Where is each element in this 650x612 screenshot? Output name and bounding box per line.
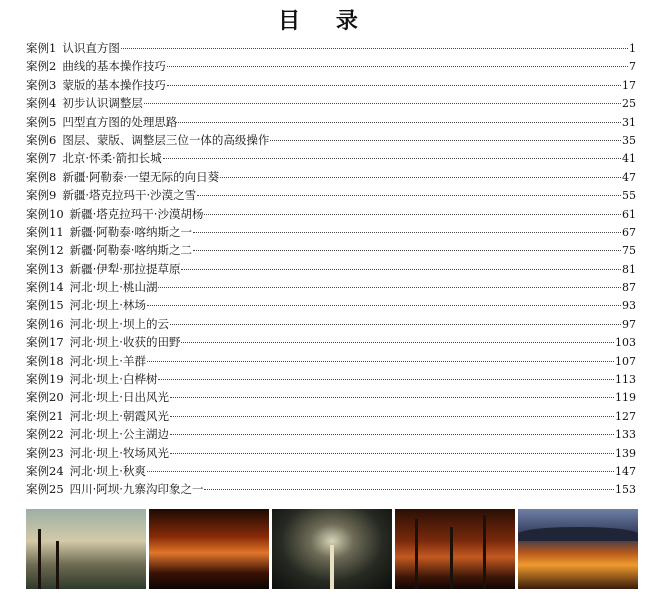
toc-case-number: 案例5 [26, 114, 57, 129]
dot-leader [158, 379, 614, 380]
photo-lake-sunset [518, 509, 638, 589]
toc-page-number: 47 [622, 170, 636, 184]
toc-entry-title: 蒙版的基本操作技巧 [62, 77, 166, 92]
toc-case-number: 案例25 [26, 482, 64, 497]
dot-leader [193, 250, 621, 251]
dot-leader [147, 471, 614, 472]
toc-entry-title: 曲线的基本操作技巧 [62, 59, 166, 74]
toc-case-number: 案例14 [26, 280, 64, 295]
toc-case-number: 案例2 [26, 59, 57, 74]
toc-page-number: 139 [615, 446, 636, 460]
toc-entry[interactable] [26, 353, 636, 371]
toc-entry-title: 新疆·伊犁·那拉提草原 [69, 261, 181, 276]
toc-entry-title: 凹型直方图的处理思路 [62, 114, 178, 129]
toc-case-number: 案例1 [26, 41, 57, 55]
toc-entry-title: 河北·坝上·朝霞风光 [69, 408, 169, 423]
toc-page-number: 93 [622, 299, 636, 313]
photo-lake-blossoms [26, 509, 146, 589]
toc-entry-title: 初步认识调整层 [62, 96, 143, 111]
dot-leader [158, 287, 621, 288]
toc-case-number: 案例17 [26, 335, 64, 350]
dot-leader [121, 48, 628, 49]
toc-page-number: 75 [622, 244, 636, 258]
toc-page-number: 133 [615, 428, 636, 442]
toc-entry[interactable] [26, 371, 636, 389]
toc-entry-title: 新疆·塔克拉玛干·沙漠之雪 [62, 188, 197, 203]
toc-case-number: 案例10 [26, 206, 64, 221]
toc-case-number: 案例12 [26, 243, 64, 258]
toc-page-number: 87 [622, 281, 636, 295]
toc-page-number: 103 [615, 336, 636, 350]
toc-case-number: 案例19 [26, 372, 64, 387]
toc-case-number: 案例4 [26, 96, 57, 111]
toc-case-number: 案例13 [26, 261, 64, 276]
toc-case-number: 案例8 [26, 169, 57, 184]
toc-case-number: 案例23 [26, 445, 64, 460]
toc-page-number: 35 [622, 133, 636, 147]
toc-entry[interactable] [26, 481, 636, 499]
toc-page-number: 31 [622, 115, 636, 129]
toc-entry-title: 河北·坝上·白桦树 [69, 372, 158, 387]
toc-case-number: 案例16 [26, 316, 64, 331]
dot-leader [147, 305, 621, 306]
toc-entry[interactable] [26, 77, 636, 95]
dot-leader [163, 158, 621, 159]
toc-case-number: 案例11 [26, 224, 64, 239]
toc-entry[interactable] [26, 114, 636, 132]
toc-entry-title: 河北·坝上·桃山湖 [69, 280, 158, 295]
dot-leader [170, 416, 614, 417]
toc-entry-title: 图层、蒙版、调整层三位一体的高级操作 [62, 132, 270, 147]
toc-entry[interactable] [26, 334, 636, 352]
toc-case-number: 案例7 [26, 151, 57, 166]
toc-case-number: 案例9 [26, 188, 57, 203]
dot-leader [167, 66, 628, 67]
photo-strip [26, 509, 638, 589]
toc-case-number: 案例20 [26, 390, 64, 405]
photo-night-tower [272, 509, 392, 589]
toc-entry[interactable] [26, 224, 636, 242]
toc-entry[interactable] [26, 316, 636, 334]
toc-case-number: 案例22 [26, 427, 64, 442]
toc-entry-title: 河北·坝上·牧场风光 [69, 445, 169, 460]
photo-red-trees [395, 509, 515, 589]
toc-entry[interactable] [26, 279, 636, 297]
toc-page-number: 97 [622, 317, 636, 331]
toc-entry[interactable] [26, 187, 636, 205]
toc-page-number: 119 [615, 391, 636, 405]
toc-entry-title: 北京·怀柔·箭扣长城 [62, 151, 162, 166]
toc-page-number: 17 [622, 78, 636, 92]
toc-entry[interactable] [26, 206, 636, 224]
toc-entry-title: 河北·坝上·收获的田野 [69, 335, 181, 350]
toc-case-number: 案例6 [26, 132, 57, 147]
toc-entry[interactable] [26, 445, 636, 463]
toc-entry-title: 认识直方图 [62, 41, 120, 55]
toc-entry[interactable] [26, 132, 636, 150]
toc-page-number: 55 [622, 189, 636, 203]
toc-page-number: 107 [615, 354, 636, 368]
toc-entry-title: 河北·坝上·坝上的云 [69, 316, 169, 331]
toc-entry[interactable] [26, 40, 636, 58]
dot-leader [170, 397, 614, 398]
toc-entry-title: 河北·坝上·羊群 [69, 353, 146, 368]
toc-case-number: 案例21 [26, 408, 64, 423]
toc-case-number: 案例15 [26, 298, 64, 313]
dot-leader [170, 453, 614, 454]
toc-entry-title: 河北·坝上·日出风光 [69, 390, 169, 405]
toc-entry-title: 新疆·塔克拉玛干·沙漠胡杨 [69, 206, 204, 221]
dot-leader [181, 269, 621, 270]
dot-leader [170, 434, 614, 435]
dot-leader [204, 489, 614, 490]
toc-entry[interactable] [26, 408, 636, 426]
toc-page-number: 113 [615, 373, 636, 387]
dot-leader [193, 232, 621, 233]
dot-leader [178, 122, 621, 123]
dot-leader [144, 103, 621, 104]
toc-entry[interactable] [26, 150, 636, 168]
photo-sunset-sky [149, 509, 269, 589]
toc-page-number: 127 [615, 409, 636, 423]
toc-entry-title: 四川·阿坝·九寨沟印象之一 [69, 482, 204, 497]
toc-entry[interactable] [26, 58, 636, 76]
toc-case-number: 案例24 [26, 463, 64, 478]
toc-page-number: 61 [622, 207, 636, 221]
toc-entry-title: 河北·坝上·林场 [69, 298, 146, 313]
dot-leader [197, 195, 621, 196]
dot-leader [181, 342, 614, 343]
toc-case-number: 案例3 [26, 77, 57, 92]
toc-entry[interactable] [26, 297, 636, 315]
dot-leader [220, 177, 621, 178]
dot-leader [204, 214, 621, 215]
toc-page-number: 25 [622, 97, 636, 111]
dot-leader [270, 140, 621, 141]
toc-entry-title: 河北·坝上·公主湖边 [69, 427, 169, 442]
toc-entry[interactable] [26, 169, 636, 187]
toc-entry-title: 河北·坝上·秋爽 [69, 463, 146, 478]
toc-entry[interactable] [26, 463, 636, 481]
toc-entry-title: 新疆·阿勒泰·一望无际的向日葵 [62, 169, 220, 184]
toc-entry-title: 新疆·阿勒泰·喀纳斯之一 [69, 224, 192, 239]
dot-leader [167, 85, 621, 86]
toc-page-number: 81 [622, 262, 636, 276]
dot-leader [147, 361, 614, 362]
toc-page-number: 67 [622, 225, 636, 239]
toc-page-number: 1 [629, 42, 636, 55]
page-title: 目 录 [278, 8, 372, 34]
toc-entry[interactable] [26, 389, 636, 407]
toc-case-number: 案例18 [26, 353, 64, 368]
toc-entry[interactable] [26, 261, 636, 279]
dot-leader [170, 324, 621, 325]
toc-entry[interactable] [26, 426, 636, 444]
toc-entry-title: 新疆·阿勒泰·喀纳斯之二 [69, 243, 192, 258]
toc-entry[interactable] [26, 242, 636, 260]
table-of-contents [26, 40, 636, 500]
toc-page-number: 41 [622, 152, 636, 166]
toc-page-number: 147 [615, 464, 636, 478]
toc-page-number: 153 [615, 483, 636, 497]
toc-page-number: 7 [629, 60, 636, 74]
toc-entry[interactable] [26, 95, 636, 113]
